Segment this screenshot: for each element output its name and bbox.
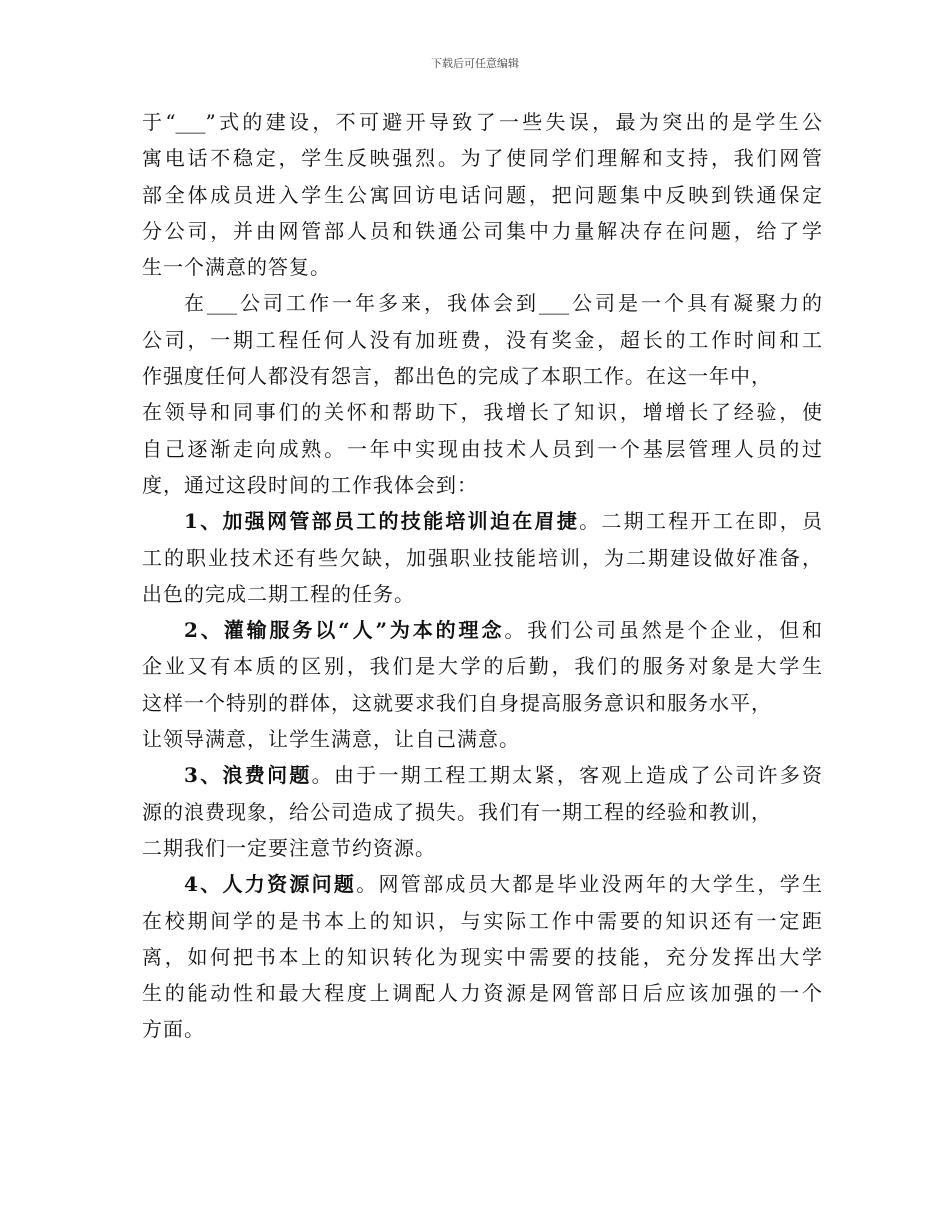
text-line: 二期我们一定要注意节约资源。 [142,835,436,860]
text-line: 自己逐渐走向成熟。一年中实现由技术人员到一个基层管理人员的过 [142,436,822,461]
text-line: 于“___”式的建设，不可避开导致了一些失误，最为突出的是学生公 [142,110,822,134]
point-heading: 1、加强网管部员工的技能培训迫在眉捷 [184,509,580,534]
text-line: 源的浪费现象，给公司造成了损失。我们有一期工程的经验和教训， [142,799,772,824]
body-text [142,104,822,1048]
text-line: 作强度任何人都没有怨言，都出色的完成了本职工作。在这一年中， [142,364,772,389]
page-header: 下载后可任意编辑 [431,57,519,70]
text-line: 部全体成员进入学生公寓回访电话问题，把问题集中反映到铁通保定 [142,182,822,207]
text-line: 离，如何把书本上的知识转化为现实中需要的技能，充分发挥出大学 [142,944,822,969]
point-heading: 3、浪费问题 [184,763,312,788]
text-line: 让领导满意，让学生满意，让自己满意。 [142,727,520,752]
text-line: 这样一个特别的群体，这就要求我们自身提高服务意识和服务水平， [142,690,772,715]
text-line: 公司，一期工程任何人没有加班费，没有奖金，超长的工作时间和工 [142,327,822,352]
point-heading: 2、灌输服务以“人”为本的理念 [184,618,505,643]
text-line: 生的能动性和最大程度上调配人力资源是网管部日后应该加强的一个 [142,981,822,1006]
text-line: 出色的完成二期工程的任务。 [142,581,415,606]
text-line: 在领导和同事们的关怀和帮助下，我增长了知识，增增长了经验，使 [142,400,822,425]
point-heading: 4、人力资源问题 [184,872,357,897]
text-line [142,757,822,793]
text-line: 方面。 [142,1017,205,1042]
text-line: 在校期间学的是书本上的知识，与实际工作中需要的知识还有一定距 [142,908,822,933]
text-line: 在___公司工作一年多来，我体会到___公司是一个具有凝聚力的 [184,291,822,316]
text-line: 生一个满意的答复。 [142,255,331,280]
text-line [142,866,822,902]
text-line: 度，通过这段时间的工作我体会到： [142,472,478,497]
text-line: 寓电话不稳定，学生反映强烈。为了使同学们理解和支持，我们网管 [142,146,822,171]
point-text: 。由于一期工程工期太紧，客观上造成了公司许多资 [311,763,823,788]
text-line [142,612,822,648]
point-text: 。我们公司虽然是个企业，但和 [504,618,822,643]
text-line: 企业又有本质的区别，我们是大学的后勤，我们的服务对象是大学生 [142,654,822,679]
text-line: 工的职业技术还有些欠缺，加强职业技能培训，为二期建设做好准备， [142,545,822,570]
point-text: 。二期工程开工在即，员 [579,509,822,534]
text-line: 分公司，并由网管部人员和铁通公司集中力量解决存在问题，给了学 [142,218,822,243]
point-text: 。网管部成员大都是毕业没两年的大学生，学生 [356,872,823,897]
text-line [142,503,822,539]
